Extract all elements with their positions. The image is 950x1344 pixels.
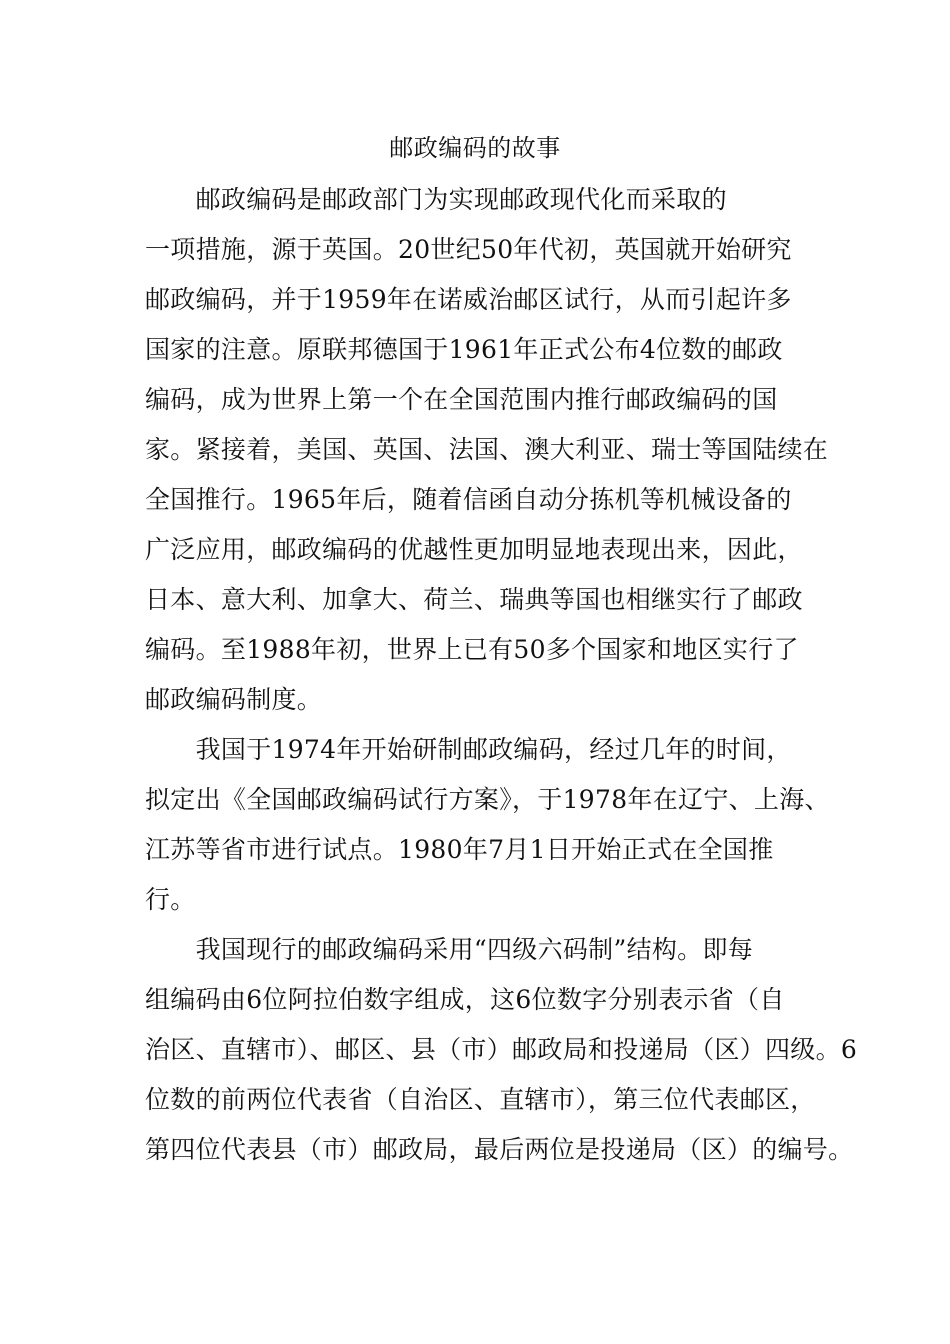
- text-line: 广泛应用，邮政编码的优越性更加明显地表现出来，因此，: [145, 535, 803, 564]
- text-line: 邮政编码是邮政部门为实现邮政现代化而采取的: [145, 185, 727, 214]
- text-line: 行。: [145, 885, 196, 914]
- text-line: 编码，成为世界上第一个在全国范围内推行邮政编码的国: [145, 385, 778, 414]
- text-line: 江苏等省市进行试点。1980年7月1日开始正式在全国推: [145, 835, 774, 864]
- text-line: 治区、直辖市）、邮区、县（市）邮政局和投递局（区）四级。6: [145, 1035, 858, 1064]
- text-line: 全国推行。1965年后，随着信函自动分拣机等机械设备的: [145, 485, 792, 514]
- text-line: 编码。至1988年初，世界上已有50多个国家和地区实行了: [145, 635, 799, 664]
- text-line: 第四位代表县（市）邮政局，最后两位是投递局（区）的编号。: [145, 1135, 854, 1164]
- text-line: 一项措施，源于英国。20世纪50年代初，英国就开始研究: [145, 235, 792, 264]
- text-line: 邮政编码制度。: [145, 685, 323, 714]
- text-line: 位数的前两位代表省（自治区、直辖市），第三位代表邮区，: [145, 1085, 816, 1114]
- document-title: 邮政编码的故事: [389, 134, 561, 162]
- text-line: 家。紧接着，美国、英国、法国、澳大利亚、瑞士等国陆续在: [145, 435, 829, 464]
- text-line: 我国于1974年开始研制邮政编码，经过几年的时间，: [145, 735, 792, 764]
- text-line: 拟定出《全国邮政编码试行方案》，于1978年在辽宁、上海、: [145, 785, 830, 814]
- text-line: 邮政编码，并于1959年在诺威治邮区试行，从而引起许多: [145, 285, 792, 314]
- text-line: 我国现行的邮政编码采用“四级六码制”结构。即每: [145, 935, 754, 964]
- text-line: 国家的注意。原联邦德国于1961年正式公布4位数的邮政: [145, 335, 783, 364]
- text-line: 日本、意大利、加拿大、荷兰、瑞典等国也相继实行了邮政: [145, 585, 803, 614]
- text-line: 组编码由6位阿拉伯数字组成，这6位数字分别表示省（自: [145, 985, 785, 1014]
